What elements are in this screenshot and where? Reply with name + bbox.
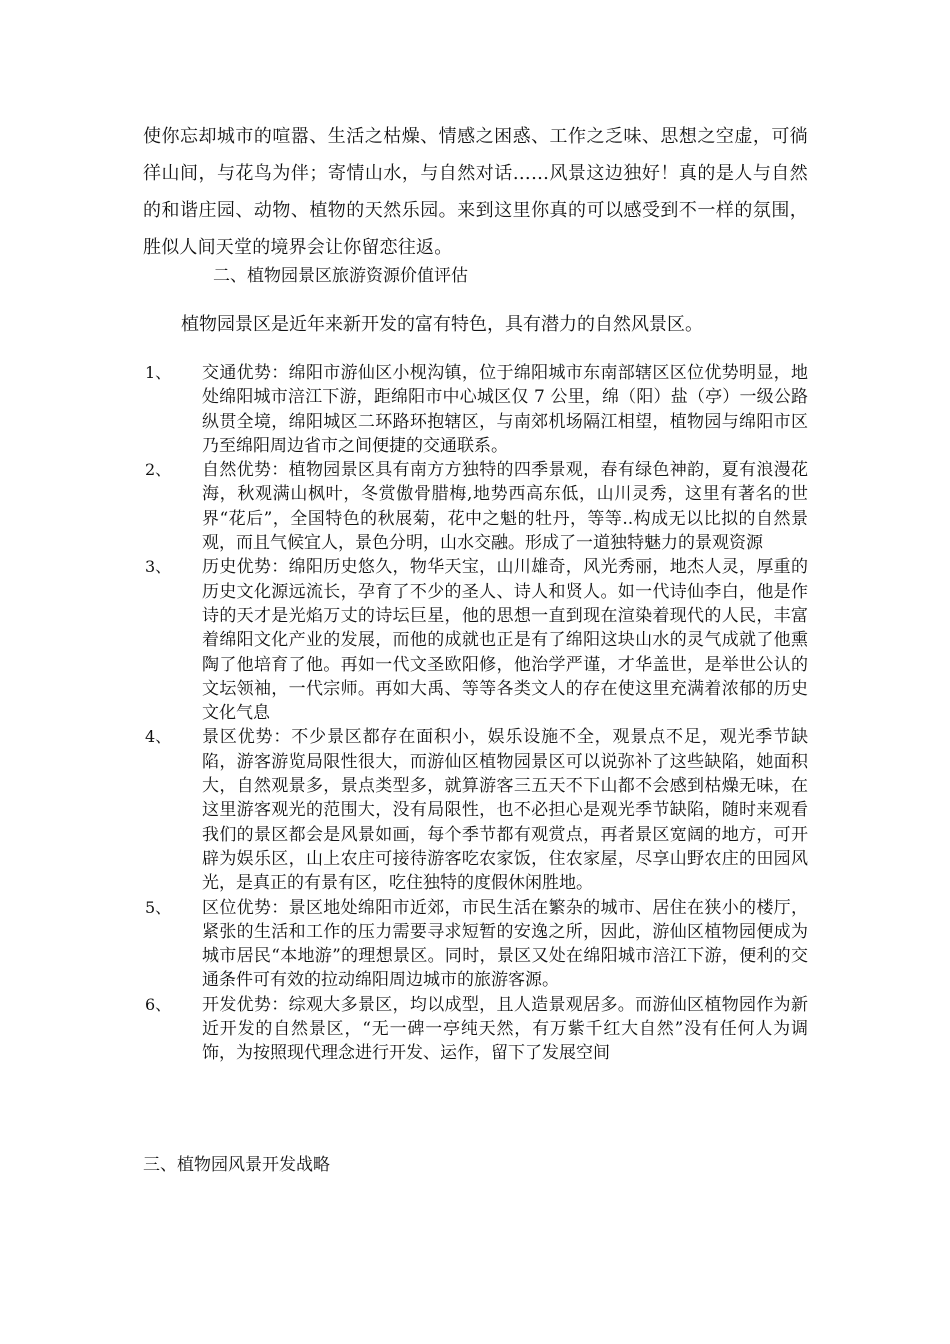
section-three-heading: 三、植物园风景开发战略 <box>143 1155 330 1175</box>
section-two-lead: 植物园景区是近年来新开发的富有特色，具有潜力的自然风景区。 <box>181 314 703 335</box>
list-item-text: 交通优势：绵阳市游仙区小枧沟镇，位于绵阳城市东南部辖区区位优势明显，地处绵阳城市涪江下游，距绵阳市中心城区仅 7 公里，绵（阳）盐（亭）一级公路纵贯全境，绵阳城区二环路环抱辖区，与南郊机场隔江相望，植物园与绵阳市区乃至绵阳周边省市之间便捷的交通联系。 <box>202 363 808 456</box>
list-item-text: 历史优势：绵阳历史悠久，物华天宝，山川雄奇，风光秀丽，地杰人灵，厚重的历史文化源远流长，孕育了不少的圣人、诗人和贤人。如一代诗仙李白，他是作诗的天才是光焰万丈的诗坛巨星，他的思想一直到现在渲染着现代的人民，丰富着绵阳文化产业的发展，而他的成就也正是有了绵阳这块山水的灵气成就了他熏陶了他培育了他。再如一代文圣欧阳修，他治学严谨，才华盖世，是举世公认的文坛领袖，一代宗师。再如大禹、等等各类文人的存在使这里充满着浓郁的历史文化气息 <box>202 557 808 724</box>
section-two-heading: 二、植物园景区旅游资源价值评估 <box>213 266 468 286</box>
list-item-text: 自然优势：植物园景区具有南方方独特的四季景观，春有绿色神韵，夏有浪漫花海，秋观满山枫叶，冬赏傲骨腊梅,地势西高东低，山川灵秀，这里有著名的世界“花后”，全国特色的秋展菊，花中之魁的牡丹，等等..构成无以比拟的自然景观，而且气候宜人，景色分明，山水交融。形成了一道独特魅力的景观资源 <box>202 460 808 554</box>
list-item-number: 1、 <box>145 363 172 382</box>
list-item-number: 5、 <box>145 897 172 917</box>
list-item-number: 6、 <box>145 994 172 1014</box>
list-item-text: 开发优势：综观大多景区，均以成型，且人造景观居多。而游仙区植物园作为新近开发的自然景区，“无一碑一亭纯天然，有万紫千红大自然”没有任何人为调饰，为按照现代理念进行开发、运作，留下了发展空间 <box>202 994 808 1064</box>
list-item <box>0 896 950 993</box>
list-item <box>0 725 950 895</box>
list-item-number: 3、 <box>145 557 172 577</box>
intro-paragraph: 使你忘却城市的喧嚣、生活之枯燥、情感之困惑、工作之乏味、思想之空虚，可徜徉山间，与花鸟为伴；寄情山水，与自然对话……风景这边独好！真的是人与自然的和谐庄园、动物、植物的天然乐园。来到这里你真的可以感受到不一样的氛围，胜似人间天堂的境界会让你留恋往返。 <box>143 126 808 258</box>
list-item <box>0 993 950 1066</box>
list-item-number: 2、 <box>145 460 172 480</box>
list-item-number: 4、 <box>145 727 172 747</box>
list-item <box>0 458 950 555</box>
list-item <box>0 555 950 725</box>
list-item-text: 景区优势：不少景区都存在面积小，娱乐设施不全，观景点不足，观光季节缺陷，游客游览局限性很大，而游仙区植物园景区可以说弥补了这些缺陷，她面积大，自然观景多，景点类型多，就算游客三五天不下山都不会感到枯燥无味，在这里游客观光的范围大，没有局限性，也不必担心是观光季节缺陷，随时来观看我们的景区都会是风景如画，每个季节都有观赏点，再者景区宽阔的地方，可开辟为娱乐区，山上农庄可接待游客吃农家饭，住农家屋，尽享山野农庄的田园风光，是真正的有景有区，吃住独特的度假休闲胜地。 <box>202 727 808 894</box>
list-item-text: 区位优势：景区地处绵阳市近郊，市民生活在繁杂的城市、居住在狭小的楼厅，紧张的生活和工作的压力需要寻求短暂的安逸之所，因此，游仙区植物园便成为城市居民“本地游”的理想景区。同时，景区又处在绵阳城市涪江下游，便利的交通条件可有效的拉动绵阳周边城市的旅游客源。 <box>202 897 808 991</box>
advantage-list <box>0 361 950 1066</box>
list-item <box>0 361 950 458</box>
